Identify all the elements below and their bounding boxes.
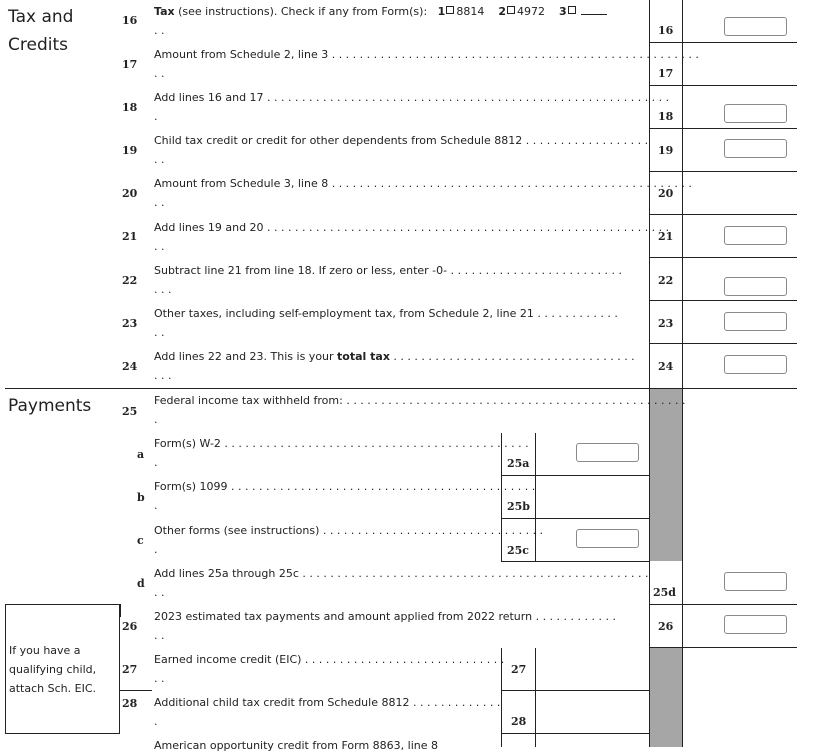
box-label-19: 19: [658, 144, 674, 157]
line-letter: b: [137, 491, 145, 504]
line-number: 19: [122, 144, 138, 157]
line-number: 18: [122, 101, 138, 114]
row-divider: [649, 214, 797, 215]
leader-dots: . .: [154, 196, 165, 209]
line-number: 21: [122, 230, 138, 243]
line-24-description: [154, 350, 644, 364]
checkbox-number: 2: [498, 5, 506, 18]
box-label-28: 28: [511, 715, 527, 728]
row-divider: [501, 561, 649, 562]
box-label-25c: 25c: [507, 544, 530, 557]
line-22-text: Subtract line 21 from line 18. If zero or less, enter -0-: [154, 264, 448, 277]
column-divider: [682, 389, 683, 747]
leader-dots: . . . . . . . . . . . . . . . . . . . . . . . . . . . . . . . . . . . . . . . . . . . .: [227, 480, 536, 493]
leader-dots: . . . . . . . . . . . . . . . . . . . . . . . . . . . . . . . . . . . . . . . . . . . . . . . . . . . . . . . . . .: [263, 221, 670, 234]
leader-dots: . . . . . . . . . . . . . . . . . . . . . . . . . . . . . . . . . . . . . . . . . . . . . . . . . . . .: [328, 177, 692, 190]
line-number: 27: [122, 663, 138, 676]
line-number: 16: [122, 14, 138, 27]
line-16-description: [154, 5, 644, 19]
row-divider: [649, 42, 797, 43]
box-label-27: 27: [511, 663, 527, 676]
box-label-20: 20: [658, 187, 674, 200]
leader-dots: . .: [154, 240, 165, 253]
line-letter: a: [137, 448, 145, 461]
leader-dots: . .: [154, 326, 165, 339]
line-23-amount-field[interactable]: [724, 312, 787, 331]
row-divider: [501, 518, 649, 519]
shaded-cell: [650, 648, 682, 747]
row-divider: [649, 604, 797, 605]
line-17-description: [154, 48, 699, 62]
row-divider: [501, 690, 649, 691]
line-21-description: [154, 221, 670, 235]
checkbox-number: 1: [437, 5, 446, 18]
row-divider: [501, 475, 649, 476]
line-20-text: Amount from Schedule 3, line 8: [154, 177, 329, 190]
leader-dots: .: [154, 543, 158, 556]
leader-dots: . .: [154, 24, 165, 37]
leader-dots: . . . . . . . . . . . . . . . . . . . . . . . . . . . . . . . . . . . . . . . . . . . .: [220, 437, 529, 450]
checkbox-other-form[interactable]: [568, 6, 576, 14]
line-25a-description: [154, 437, 529, 451]
leader-dots: . .: [154, 67, 165, 80]
box-label-23: 23: [658, 317, 674, 330]
subcolumn-divider: [535, 433, 536, 561]
leader-dots: . . . . . . . . . . . . . . . . . . . . . . . . . . . . .: [301, 653, 505, 666]
tax-label: Tax: [154, 5, 175, 18]
line-20-description: [154, 177, 692, 191]
box-label-26: 26: [658, 620, 674, 633]
row-divider: [649, 85, 797, 86]
line-17-text: Amount from Schedule 2, line 3: [154, 48, 329, 61]
line-28-description: [154, 696, 501, 710]
line-21-amount-field[interactable]: [724, 226, 787, 245]
leader-dots: . . . . . . . . . . . .: [532, 610, 616, 623]
box-label-16: 16: [658, 24, 674, 37]
line-25d-description: [154, 567, 649, 581]
line-number: 26: [122, 620, 138, 633]
leader-dots: .: [154, 413, 158, 426]
line-27-text: Earned income credit (EIC): [154, 653, 302, 666]
line-24-text: Add lines 22 and 23. This is your: [154, 350, 338, 363]
line-number: 25: [122, 405, 138, 418]
line-number: 23: [122, 317, 138, 330]
line-25c-amount-field[interactable]: [576, 529, 639, 548]
box-label-22: 22: [658, 274, 674, 287]
leader-dots: .: [154, 110, 158, 123]
line-25a-amount-field[interactable]: [576, 443, 639, 462]
other-form-input[interactable]: [581, 14, 607, 15]
line-25c-text: Other forms (see instructions): [154, 524, 320, 537]
eic-note: [9, 641, 96, 698]
leader-dots: . .: [154, 586, 165, 599]
row-divider: [649, 343, 797, 344]
section-title-payments: Payments: [8, 396, 92, 416]
leader-dots: . . .: [154, 369, 172, 382]
box-label-24: 24: [658, 360, 674, 373]
box-label-25a: 25a: [507, 457, 530, 470]
leader-dots: . . . . . . . . . . . . . . . . . . . . . . . . . . . . . . . .: [319, 524, 544, 537]
box-label-17: 17: [658, 67, 674, 80]
line-27-description: [154, 653, 505, 667]
leader-dots: . . . . . . . . . . . . . . . . . . . . . . . . . . . . . . . . . . . . . . . . . . . . . . . . . .: [298, 567, 649, 580]
row-divider: [649, 300, 797, 301]
line-25b-description: [154, 480, 536, 494]
line-19-amount-field[interactable]: [724, 139, 787, 158]
line-25-description: [154, 394, 686, 408]
eic-note-line: attach Sch. EIC.: [9, 682, 96, 695]
shaded-cell: [650, 389, 682, 561]
checkbox-label: 8814: [456, 5, 485, 18]
line-18-text: Add lines 16 and 17: [154, 91, 264, 104]
eic-box-stub: [120, 604, 121, 617]
line-25d-amount-field[interactable]: [724, 572, 787, 591]
leader-dots: . .: [154, 672, 165, 685]
line-19-description: [154, 134, 649, 148]
leader-dots: .: [154, 456, 158, 469]
eic-note-line: qualifying child,: [9, 663, 97, 676]
leader-dots: . . .: [154, 283, 172, 296]
line-25-text: Federal income tax withheld from:: [154, 394, 343, 407]
box-label-18: 18: [658, 110, 674, 123]
row-divider: [649, 171, 797, 172]
eic-box-stub: [120, 690, 152, 691]
checkbox-8814[interactable]: [446, 6, 454, 14]
line-26-description: [154, 610, 644, 624]
subcolumn-divider: [501, 433, 502, 561]
leader-dots: . . . . . . . . . . . .: [533, 307, 618, 320]
row-divider: [649, 257, 797, 258]
line-25d-text: Add lines 25a through 25c: [154, 567, 299, 580]
box-label-25d: 25d: [653, 586, 676, 599]
line-18-description: [154, 91, 670, 105]
line-23-text: Other taxes, including self-employment tax, from Schedule 2, line 21: [154, 307, 534, 320]
line-22-description: [154, 264, 644, 278]
line-28-text: Additional child tax credit from Schedule 8812: [154, 696, 410, 709]
line-16-amount-field[interactable]: [724, 17, 787, 36]
checkbox-label: 4972: [516, 5, 545, 18]
leader-dots: . . . . . . . . . . . . . . . . . . . . . . . . . . . . . . . . . . . . . . . . . . . . . . . . . . . . . . . . . .: [263, 91, 670, 104]
leader-dots: . . . . . . . . . . . . . . . . . . . . . . . . . . . . . . . . . . . . . . . . . . . . . . . . .: [342, 394, 686, 407]
checkbox-number: 3: [558, 5, 567, 18]
leader-dots: .: [154, 715, 158, 728]
leader-dots: . . . . . . . . . . . . .: [409, 696, 501, 709]
row-divider: [649, 128, 797, 129]
eic-note-line: If you have a: [9, 644, 81, 657]
leader-dots: . . . . . . . . . . . . . . . . . . . . . . . . . . . . . . . . . . . . . . . . . . . . . . . . . . . . .: [328, 48, 699, 61]
leader-dots: . . . . . . . . . . . . . . . . . .: [522, 134, 649, 147]
line-letter: c: [137, 534, 144, 547]
line-number: 24: [122, 360, 138, 373]
line-21-text: Add lines 19 and 20: [154, 221, 264, 234]
line-number: 20: [122, 187, 138, 200]
line-letter: d: [137, 577, 145, 590]
line-25c-description: [154, 524, 544, 538]
line-25a-text: Form(s) W-2: [154, 437, 221, 450]
line-number: 28: [122, 697, 138, 710]
line-26-amount-field[interactable]: [724, 615, 787, 634]
line-29-description: American opportunity credit from Form 8863, line 8: [154, 739, 439, 752]
leader-dots: . .: [154, 153, 165, 166]
line-26-text: 2023 estimated tax payments and amount applied from 2022 return: [154, 610, 533, 623]
line-22-amount-field[interactable]: [724, 277, 787, 296]
leader-dots: . . . . . . . . . . . . . . . . . . . . . . . . . . . . . . . . . . .: [389, 350, 635, 363]
total-tax-label: total tax: [337, 350, 390, 363]
leader-dots: .: [154, 499, 158, 512]
leader-dots: . .: [154, 629, 165, 642]
line-18-amount-field[interactable]: [724, 104, 787, 123]
line-19-text: Child tax credit or credit for other dependents from Schedule 8812: [154, 134, 523, 147]
row-divider: [501, 733, 649, 734]
line-23-description: [154, 307, 644, 321]
line-25b-text: Form(s) 1099: [154, 480, 228, 493]
line-number: 17: [122, 58, 138, 71]
line-16-text: (see instructions). Check if any from Form(s):: [174, 5, 428, 18]
line-24-amount-field[interactable]: [724, 355, 787, 374]
leader-dots: . . . . . . . . . . . . . . . . . . . . . . . . .: [447, 264, 622, 277]
checkbox-4972[interactable]: [507, 6, 515, 14]
section-title-tax-and-credits: [8, 3, 98, 59]
box-label-21: 21: [658, 230, 674, 243]
line-number: 22: [122, 274, 138, 287]
box-label-25b: 25b: [507, 500, 530, 513]
section-title-text: Tax and Credits: [8, 7, 74, 55]
